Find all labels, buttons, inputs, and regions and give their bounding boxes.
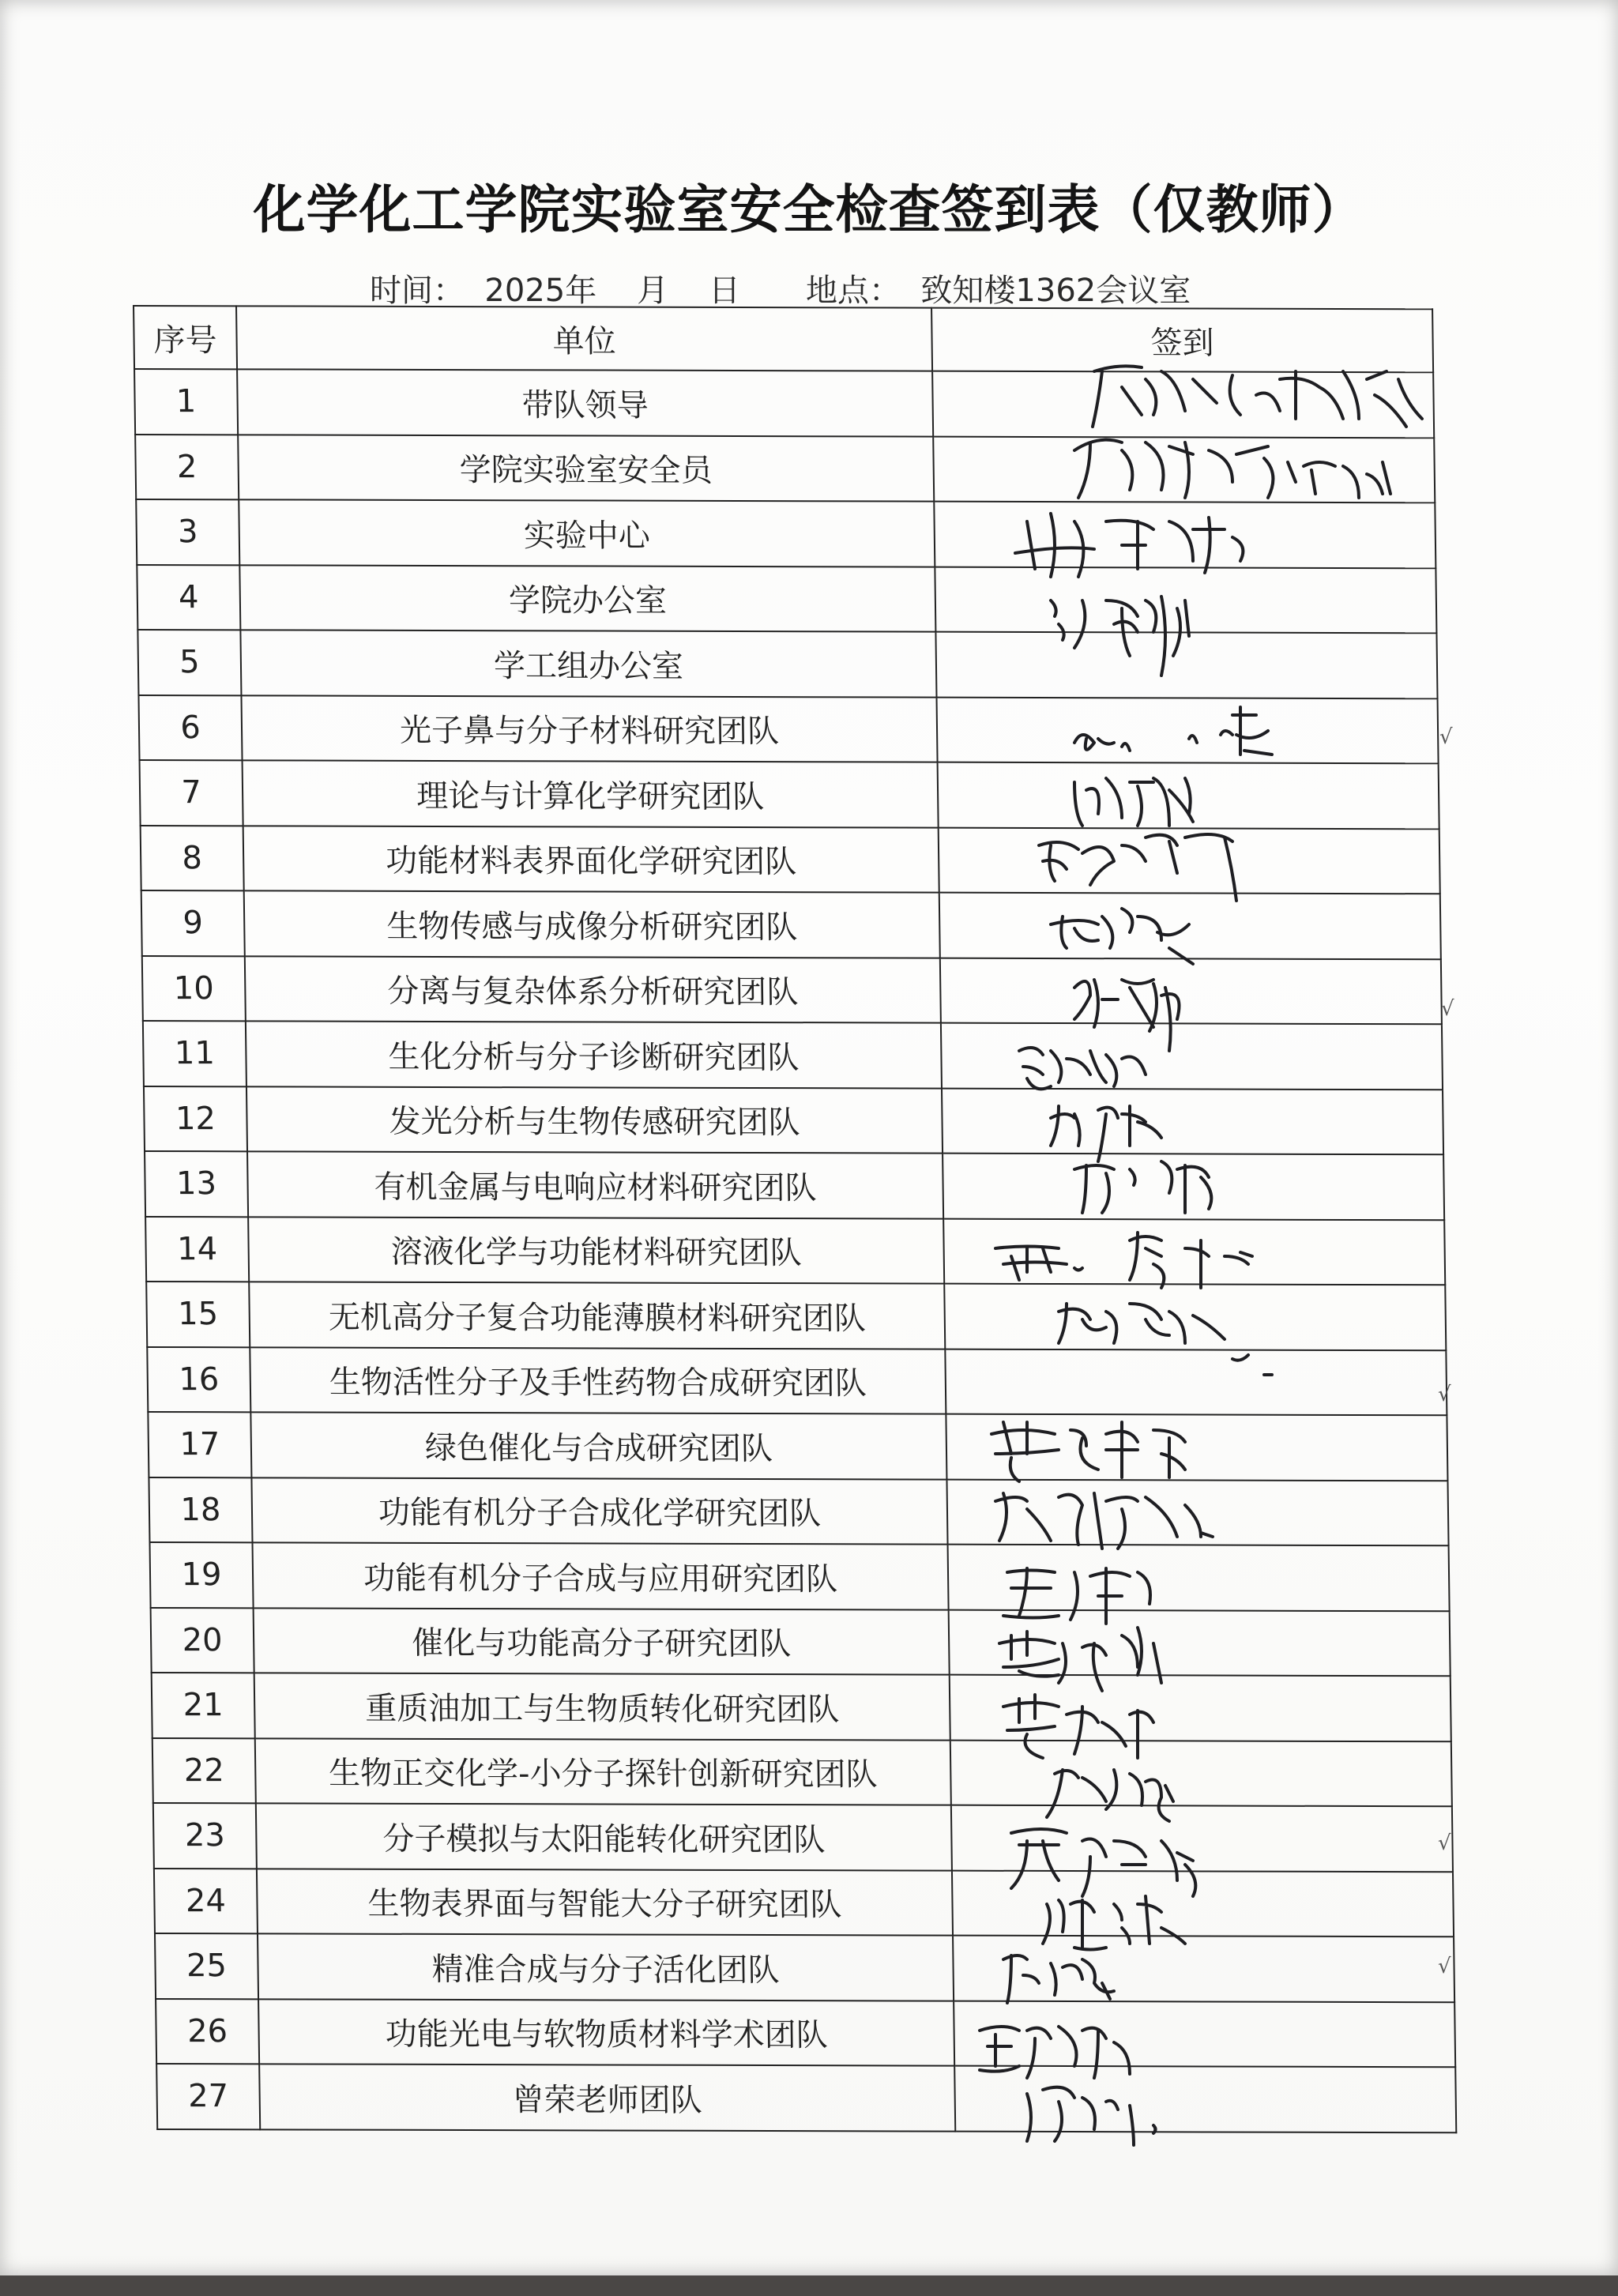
row-signature-cell — [942, 1088, 1443, 1154]
row-unit-name: 精准合成与分子活化团队 — [258, 1933, 954, 2001]
table-row — [136, 499, 1436, 568]
row-number: 17 — [148, 1412, 251, 1477]
row-number: 4 — [137, 565, 240, 630]
check-mark: √ — [1438, 1383, 1451, 1406]
row-signature-cell — [954, 2066, 1456, 2132]
table-row — [141, 890, 1441, 959]
row-number: 27 — [156, 2064, 260, 2129]
row-number: 5 — [137, 630, 241, 695]
table-row — [140, 760, 1439, 829]
row-signature-cell — [936, 697, 1438, 763]
row-unit-name: 曾荣老师团队 — [259, 2064, 955, 2131]
row-unit-name: 功能光电与软物质材料学术团队 — [258, 1999, 954, 2066]
row-number: 7 — [140, 760, 243, 826]
check-mark: √ — [1438, 1955, 1451, 1978]
row-unit-name: 绿色催化与合成研究团队 — [250, 1412, 946, 1479]
row-signature-cell — [949, 1609, 1451, 1676]
row-signature-cell — [939, 827, 1440, 894]
row-number: 9 — [141, 890, 245, 956]
check-mark: √ — [1438, 1831, 1451, 1855]
row-unit-name: 无机高分子复合功能薄膜材料研究团队 — [249, 1282, 945, 1349]
row-unit-name: 实验中心 — [239, 499, 935, 566]
sign-in-table — [133, 305, 1457, 2133]
row-number: 14 — [145, 1216, 249, 1282]
table-row — [137, 630, 1437, 698]
table-row — [145, 1216, 1445, 1285]
table-row — [146, 1282, 1446, 1350]
row-number: 23 — [153, 1803, 257, 1869]
row-unit-name: 生物表界面与智能大分子研究团队 — [257, 1869, 953, 1936]
column-header-signature: 签到 — [931, 308, 1433, 373]
row-unit-name: 发光分析与生物传感研究团队 — [246, 1086, 943, 1154]
row-unit-name: 功能材料表界面化学研究团队 — [243, 826, 939, 893]
table-row — [156, 1998, 1455, 2067]
row-unit-name: 有机金属与电响应材料研究团队 — [247, 1151, 943, 1218]
column-header-number: 序号 — [134, 306, 237, 369]
table-row — [137, 565, 1436, 634]
row-unit-name: 光子鼻与分子材料研究团队 — [241, 695, 937, 762]
row-signature-cell — [933, 436, 1435, 502]
table-row — [142, 955, 1442, 1024]
row-unit-name: 生物正交化学-小分子探针创新研究团队 — [255, 1738, 951, 1805]
row-unit-name: 重质油加工与生物质转化研究团队 — [254, 1673, 950, 1740]
column-header-unit: 单位 — [236, 306, 932, 371]
row-signature-cell — [940, 958, 1442, 1024]
table-row — [151, 1607, 1451, 1676]
table-row — [134, 369, 1434, 438]
row-signature-cell — [946, 1414, 1447, 1481]
row-number: 21 — [152, 1673, 255, 1738]
row-unit-name: 学院办公室 — [239, 565, 935, 632]
row-number: 20 — [151, 1607, 254, 1673]
row-signature-cell — [938, 762, 1439, 829]
row-unit-name: 理论与计算化学研究团队 — [243, 760, 939, 827]
row-number: 1 — [134, 369, 238, 435]
row-number: 11 — [143, 1021, 246, 1086]
row-number: 15 — [146, 1282, 250, 1347]
row-number: 19 — [150, 1542, 254, 1608]
table-row — [150, 1542, 1450, 1611]
row-unit-name: 功能有机分子合成与应用研究团队 — [253, 1542, 949, 1609]
row-number: 22 — [152, 1737, 256, 1803]
table-row — [138, 695, 1438, 764]
sign-in-table-container — [133, 305, 1456, 2147]
row-signature-cell — [953, 1936, 1454, 2002]
check-mark: √ — [1439, 725, 1453, 749]
row-number: 10 — [142, 955, 246, 1021]
table-row — [147, 1346, 1447, 1415]
row-unit-name: 生物活性分子及手性药物合成研究团队 — [250, 1347, 946, 1414]
row-number: 12 — [144, 1086, 247, 1151]
row-unit-name: 分子模拟与太阳能转化研究团队 — [256, 1803, 952, 1870]
row-signature-cell — [941, 1023, 1443, 1090]
table-row — [152, 1737, 1452, 1806]
row-number: 6 — [138, 695, 242, 761]
row-signature-cell — [950, 1675, 1451, 1741]
table-header-row — [134, 306, 1433, 372]
table-row — [154, 1868, 1454, 1937]
row-signature-cell — [948, 1545, 1450, 1611]
check-mark: √ — [1441, 997, 1454, 1021]
row-signature-cell — [950, 1740, 1452, 1806]
row-number: 18 — [149, 1477, 252, 1542]
row-number: 3 — [136, 499, 239, 565]
table-row — [144, 1086, 1443, 1154]
table-row — [145, 1151, 1444, 1220]
document-title: 化学化工学院实验室安全检查签到表（仅教师） — [253, 179, 1365, 240]
row-signature-cell — [946, 1479, 1448, 1545]
row-unit-name: 功能有机分子合成化学研究团队 — [251, 1477, 947, 1545]
row-unit-name: 溶液化学与功能材料研究团队 — [248, 1217, 944, 1284]
row-unit-name: 生化分析与分子诊断研究团队 — [246, 1021, 942, 1088]
row-signature-cell — [944, 1284, 1446, 1350]
location-field-label: 地点： 致知楼1362会议室 — [806, 273, 1191, 309]
row-unit-name: 学院实验室安全员 — [238, 435, 934, 502]
row-signature-cell — [952, 1870, 1454, 1937]
row-signature-cell — [932, 371, 1434, 438]
row-number: 16 — [147, 1346, 250, 1412]
row-signature-cell — [934, 502, 1436, 568]
row-unit-name: 分离与复杂体系分析研究团队 — [245, 956, 941, 1023]
table-row — [153, 1803, 1453, 1872]
row-number: 13 — [145, 1151, 248, 1217]
row-signature-cell — [951, 1805, 1453, 1872]
table-row — [135, 435, 1435, 503]
table-row — [149, 1477, 1448, 1545]
row-unit-name: 学工组办公室 — [240, 630, 936, 697]
row-number: 8 — [141, 826, 244, 891]
row-signature-cell — [939, 893, 1441, 959]
date-field-label: 时间： 2025年 月 日 — [370, 273, 740, 309]
row-number: 26 — [156, 1998, 259, 2064]
row-signature-cell — [954, 2001, 1455, 2067]
row-signature-cell — [943, 1154, 1444, 1220]
table-row — [143, 1021, 1443, 1090]
row-number: 24 — [154, 1868, 258, 1933]
table-row — [156, 2064, 1456, 2132]
row-number: 25 — [155, 1933, 258, 1999]
row-signature-cell — [943, 1218, 1445, 1285]
row-signature-cell — [935, 566, 1436, 633]
row-signature-cell — [945, 1349, 1447, 1415]
row-signature-cell — [935, 632, 1437, 698]
row-unit-name: 催化与功能高分子研究团队 — [254, 1608, 950, 1675]
row-unit-name: 带队领导 — [237, 369, 933, 436]
row-number: 2 — [135, 435, 239, 500]
row-unit-name: 生物传感与成像分析研究团队 — [244, 890, 940, 958]
table-row — [155, 1933, 1454, 2002]
table-row — [152, 1673, 1451, 1741]
table-row — [148, 1412, 1447, 1481]
table-row — [141, 826, 1440, 894]
